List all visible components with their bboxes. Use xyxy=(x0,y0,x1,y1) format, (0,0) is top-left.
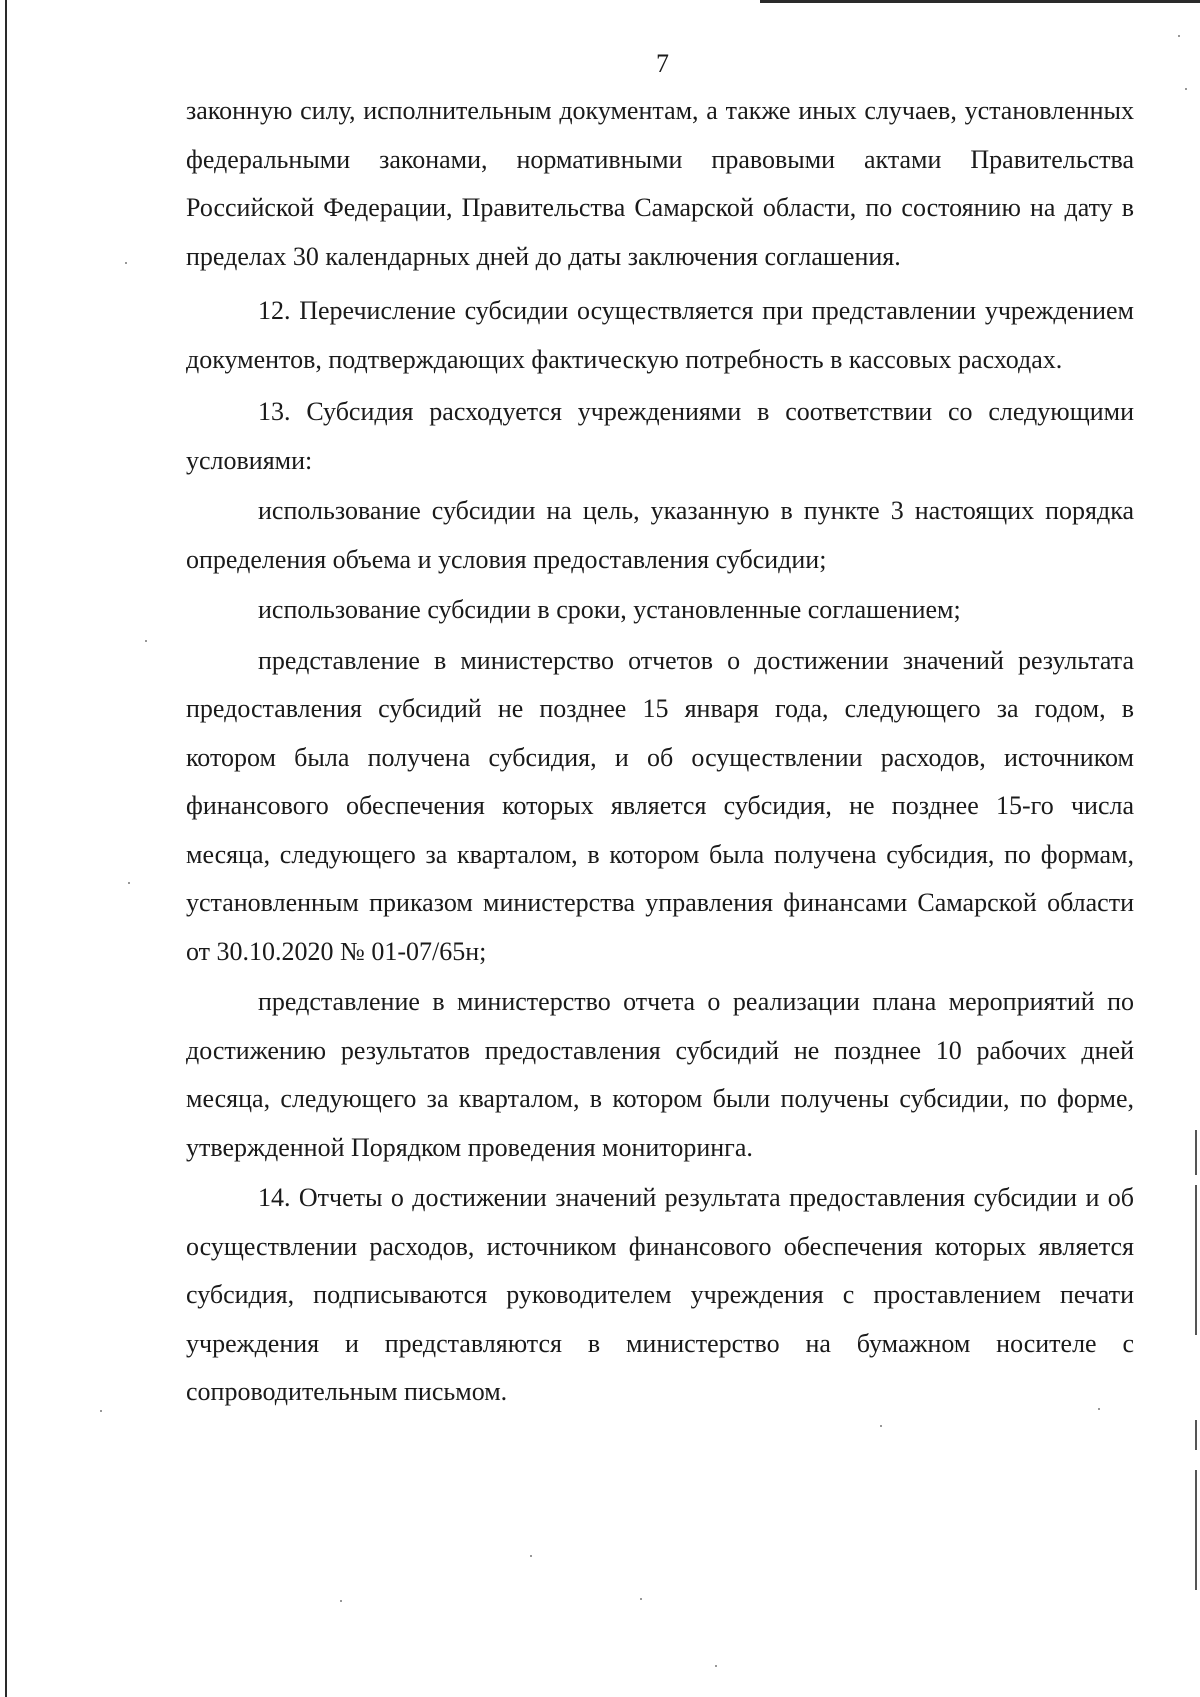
scan-speck xyxy=(530,1555,532,1557)
scan-speck xyxy=(128,882,130,884)
paragraph-13-condition-2: использование субсидии в сроки, установленные соглашением; xyxy=(258,595,961,624)
paragraph-13: 13. Субсидия расходуется учреждениями в соответствии со следующими условиями: xyxy=(186,397,1134,475)
paragraph-12: 12. Перечисление субсидии осуществляется при представлении учреждением документов, подтверждающих фактическую потребность в кассовых расходах. xyxy=(186,296,1134,374)
scan-speck xyxy=(715,1665,717,1667)
scan-speck xyxy=(1178,35,1180,37)
scan-speck xyxy=(100,1410,102,1412)
scan-speck xyxy=(1185,88,1187,90)
scan-speck xyxy=(1098,1408,1100,1410)
scan-edge-right xyxy=(1195,1185,1197,1335)
scan-edge-top xyxy=(760,0,1200,3)
scan-speck xyxy=(880,1425,882,1427)
paragraph-continuation: законную силу, исполнительным документам, а также иных случаев, установленных федеральными законами, нормативными правовыми актами Правительства Российской Федерации, Правительства Самарской области, по состоянию на дату в пределах 30 календарных дней до даты заключения соглашения. xyxy=(186,96,1134,271)
paragraph-13-condition-3: представление в министерство отчетов о достижении значений результата предоставления субсидий не позднее 15 января года, следующего за годом, в котором была получена субсидия, и об осуществлении расходов, источником финансового обеспечения которых является субсидия, не позднее 15-го числа месяца, следующего за кварталом, в котором была получена субсидия, по формам, установленным приказом министерства управления финансами Самарской области от 30.10.2020 № 01-07/65н; xyxy=(186,645,1134,966)
scan-edge-left xyxy=(5,0,7,1697)
scan-edge-right xyxy=(1195,1420,1197,1450)
scan-speck xyxy=(125,262,127,264)
paragraph-13-condition-1: использование субсидии на цель, указанную в пункте 3 настоящих порядка определения объема и условия предоставления субсидии; xyxy=(186,496,1134,574)
scan-edge-right xyxy=(1195,1470,1197,1590)
scan-speck xyxy=(340,1600,342,1602)
scan-speck xyxy=(145,640,147,642)
paragraph-13-condition-4: представление в министерство отчета о реализации плана мероприятий по достижению результатов предоставления субсидий не позднее 10 рабочих дней месяца, следующего за кварталом, в котором были получены субсидии, по форме, утвержденной Порядком проведения мониторинга. xyxy=(186,987,1134,1162)
scan-edge-right xyxy=(1195,1130,1197,1175)
body-text xyxy=(186,87,1134,1417)
page-number: 7 xyxy=(656,49,669,78)
paragraph-14: 14. Отчеты о достижении значений результата предоставления субсидии и об осуществлении расходов, источником финансового обеспечения которых является субсидия, подписываются руководителем учреждения с проставлением печати учреждения и представляются в министерство на бумажном носителе с сопроводительным письмом. xyxy=(186,1183,1134,1406)
scan-speck xyxy=(640,1598,642,1600)
